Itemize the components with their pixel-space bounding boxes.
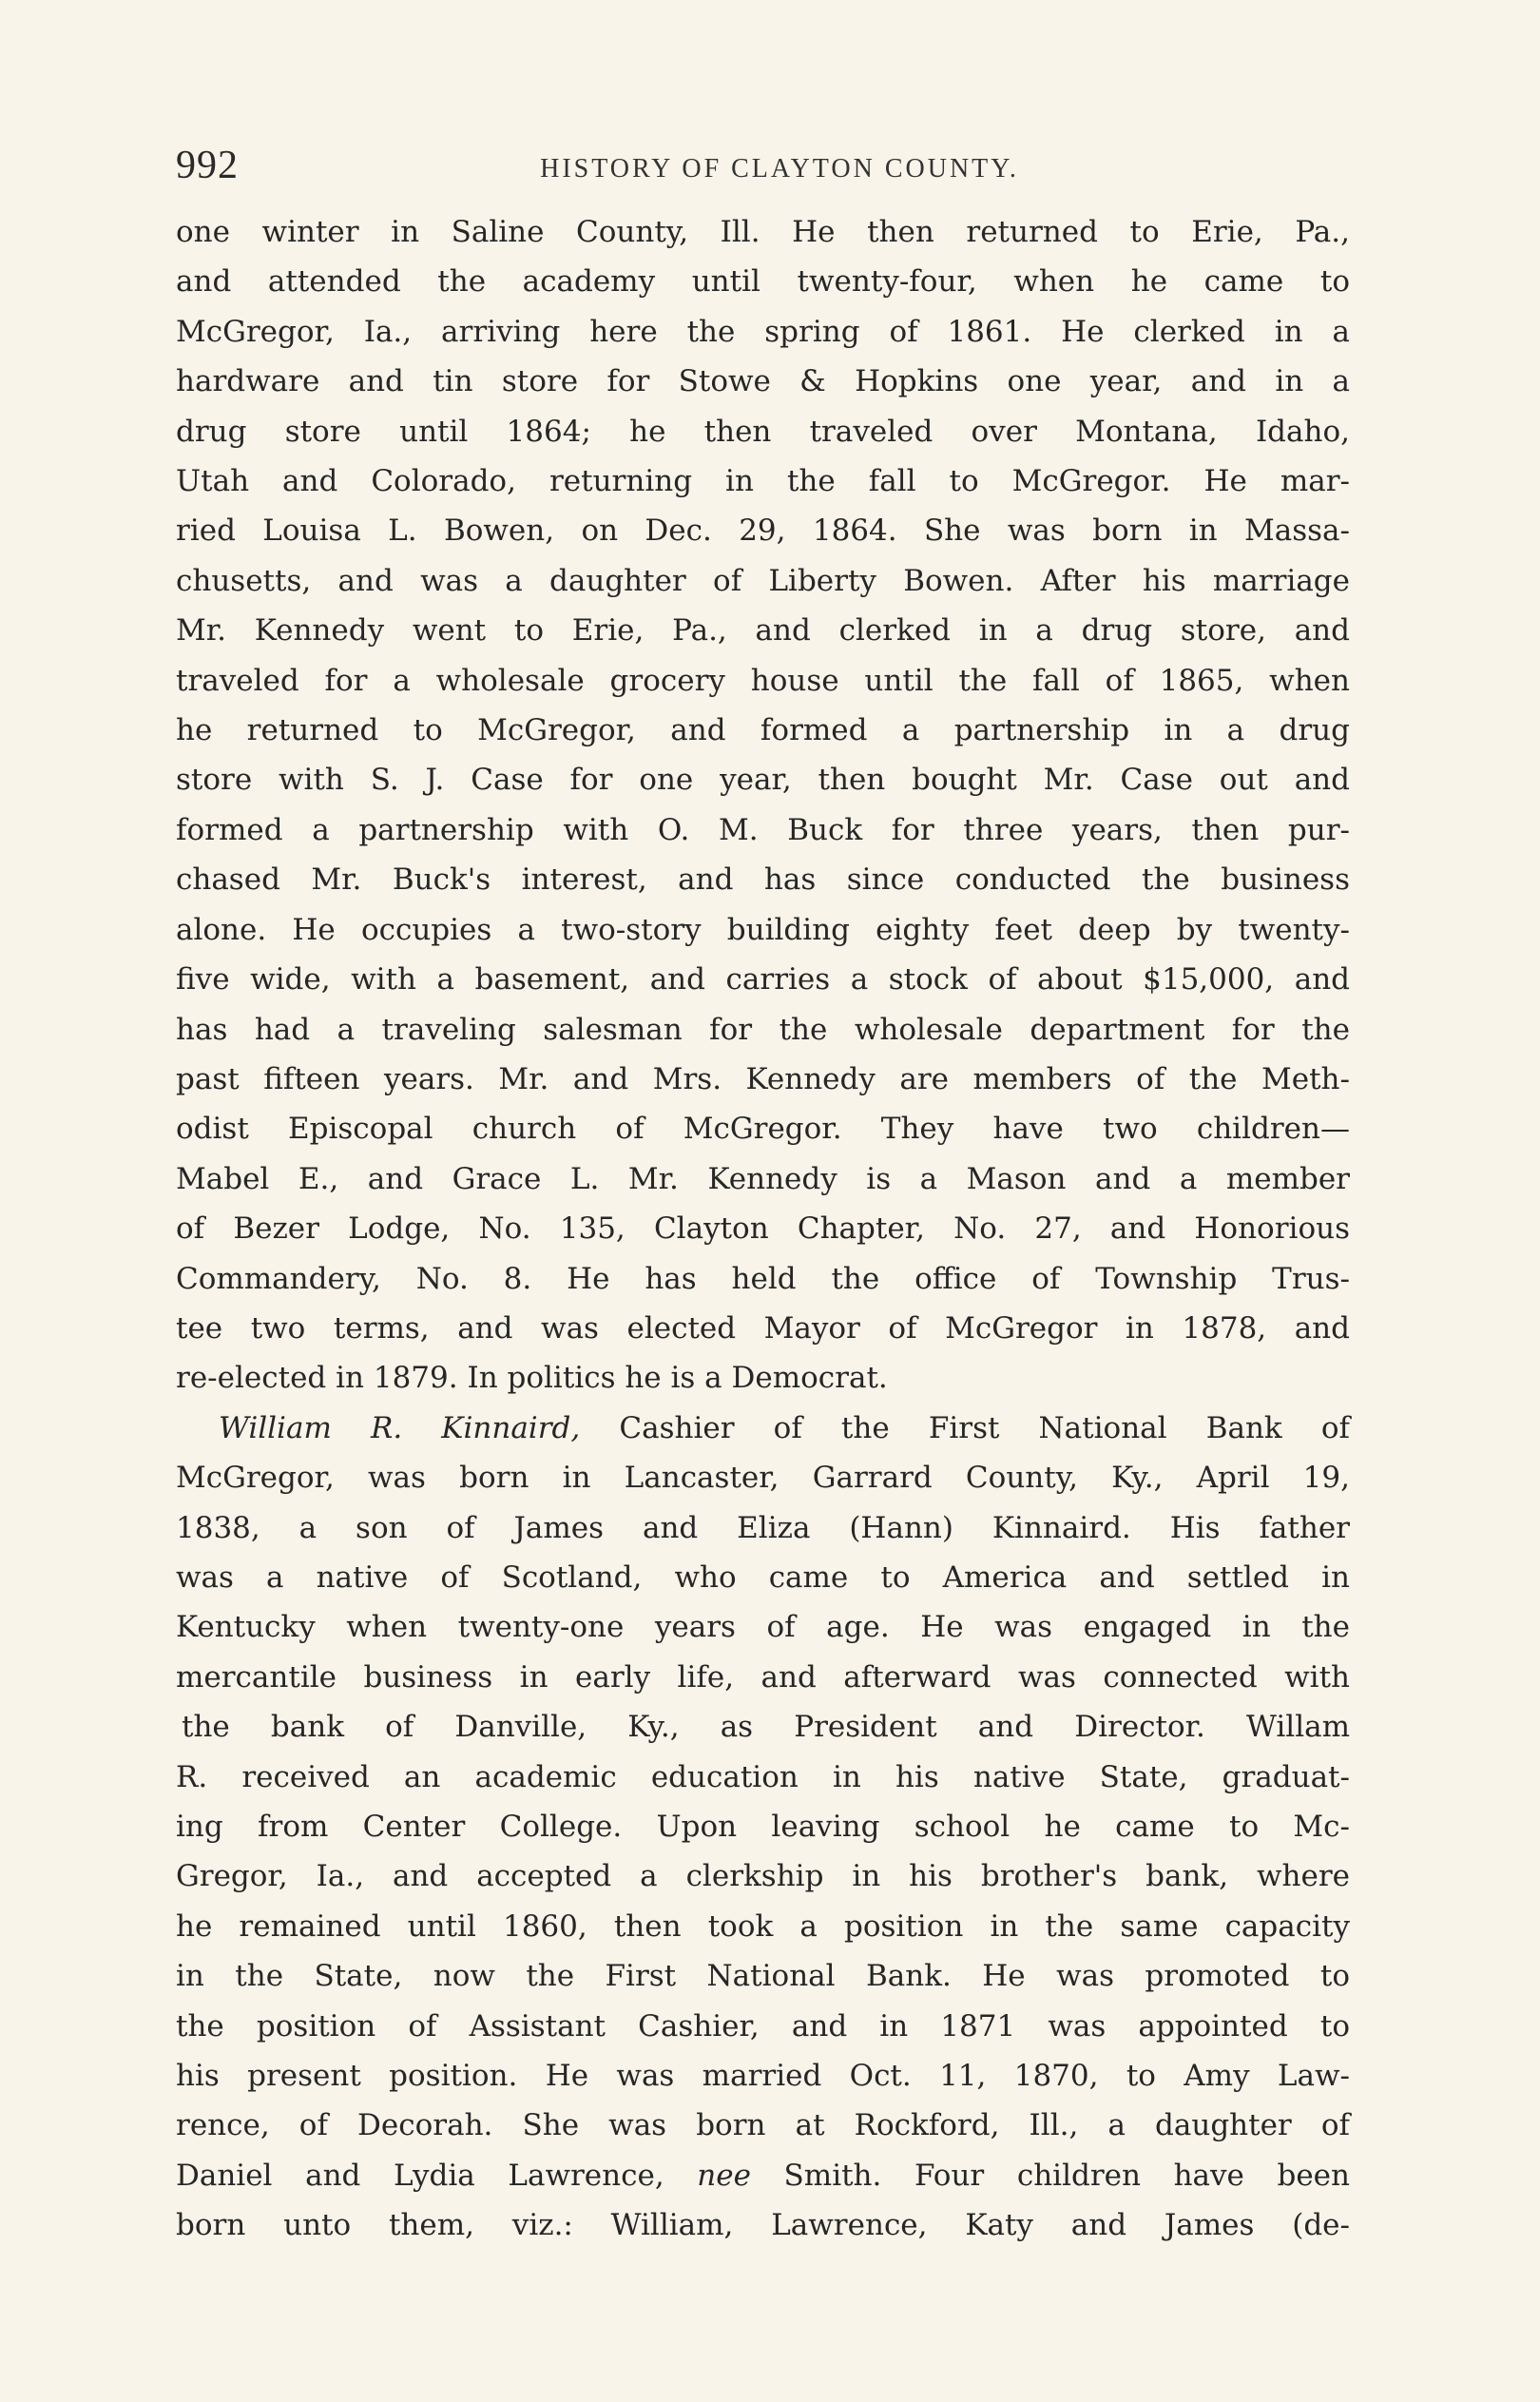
text-line: hardware and tin store for Stowe & Hopkins one year, and in a <box>176 364 1350 399</box>
text-fragment: Smith. Four children have been <box>750 2158 1350 2193</box>
text-line: in the State, now the First National Bank. He was promoted to <box>176 1959 1350 1994</box>
text-line: Kentucky when twenty-one years of age. He was engaged in the <box>176 1610 1350 1645</box>
text-line: Mr. Kennedy went to Erie, Pa., and clerked in a drug store, and <box>176 613 1350 649</box>
text-line: of Bezer Lodge, No. 135, Clayton Chapter, No. 27, and Honorious <box>176 1211 1350 1247</box>
text-line: McGregor, Ia., arriving here the spring of 1861. He clerked in a <box>176 314 1350 349</box>
text-line: tee two terms, and was elected Mayor of McGregor in 1878, and <box>176 1310 1350 1346</box>
running-head <box>176 143 1383 200</box>
text-line: store with S. J. Case for one year, then bought Mr. Case out and <box>176 763 1350 798</box>
text-line: traveled for a wholesale grocery house until the fall of 1865, when <box>176 663 1350 698</box>
text-fragment: Cashier of the First National Bank of <box>580 1410 1350 1445</box>
text-line: rence, of Decorah. She was born at Rockford, Ill., a daughter of <box>176 2108 1350 2143</box>
nee-word: nee <box>697 2158 751 2193</box>
text-line: the position of Assistant Cashier, and in 1871 was appointed to <box>176 2008 1350 2044</box>
nee-line <box>176 2151 1350 2200</box>
text-line: Mabel E., and Grace L. Mr. Kennedy is a Mason and a member <box>176 1161 1350 1196</box>
text-line: has had a traveling salesman for the wholesale department for the <box>176 1012 1350 1047</box>
text-line: born unto them, viz.: William, Lawrence, Katy and James (de- <box>176 2208 1350 2243</box>
kinnaird-name: William R. Kinnaird, <box>219 1410 581 1445</box>
text-line: Commandery, No. 8. He has held the office of Township Trus- <box>176 1261 1350 1296</box>
text-line: he returned to McGregor, and formed a partnership in a drug <box>176 713 1350 748</box>
text-line: 1838, a son of James and Eliza (Hann) Kinnaird. His father <box>176 1510 1350 1545</box>
text-line: the bank of Danville, Ky., as President and Director. Willam <box>182 1710 1350 1745</box>
text-line: ing from Center College. Upon leaving school he came to Mc- <box>176 1810 1350 1844</box>
text-line: drug store until 1864; he then traveled over Montana, Idaho, <box>176 414 1350 449</box>
text-fragment: Daniel and Lydia Lawrence, <box>176 2158 698 2193</box>
text-line: past fifteen years. Mr. and Mrs. Kennedy are members of the Meth- <box>176 1061 1350 1096</box>
text-line: chusetts, and was a daughter of Liberty Bowen. After his marriage <box>176 563 1350 598</box>
page-number: 992 <box>176 144 239 187</box>
text-line: alone. He occupies a two-story building eighty feet deep by twenty- <box>176 912 1350 947</box>
text-line: his present position. He was married Oct. 11, 1870, to Amy Law- <box>176 2059 1350 2094</box>
text-line: Utah and Colorado, returning in the fall to McGregor. He mar- <box>176 464 1350 499</box>
text-line: one winter in Saline County, Ill. He then returned to Erie, Pa., <box>176 215 1350 249</box>
text-line: chased Mr. Buck's interest, and has since conducted the business <box>176 862 1350 898</box>
text-line: was a native of Scotland, who came to America and settled in <box>176 1559 1350 1595</box>
text-line: ried Louisa L. Bowen, on Dec. 29, 1864. She was born in Massa- <box>176 513 1350 549</box>
text-line: formed a partnership with O. M. Buck for three years, then pur- <box>176 812 1350 847</box>
text-line: R. received an academic education in his native State, graduat- <box>176 1759 1350 1794</box>
text-line: re-elected in 1879. In politics he is a Democrat. <box>176 1361 888 1396</box>
text-line: odist Episcopal church of McGregor. They have two children— <box>176 1112 1350 1147</box>
text-line: McGregor, was born in Lancaster, Garrard County, Ky., April 19, <box>176 1461 1350 1496</box>
text-line: he remained until 1860, then took a position in the same capacity <box>176 1908 1350 1944</box>
text-line: Gregor, Ia., and accepted a clerkship in his brother's bank, where <box>176 1859 1350 1894</box>
text-line: mercantile business in early life, and afterward was connected with <box>176 1659 1350 1695</box>
text-line: five wide, with a basement, and carries a stock of about $15,000, and <box>176 962 1350 998</box>
text-line: and attended the academy until twenty-four, when he came to <box>176 264 1350 300</box>
kinnaird-paragraph-start <box>176 1404 1350 1453</box>
book-title: HISTORY OF CLAYTON COUNTY. <box>540 154 1019 184</box>
body-text <box>176 207 1350 2251</box>
